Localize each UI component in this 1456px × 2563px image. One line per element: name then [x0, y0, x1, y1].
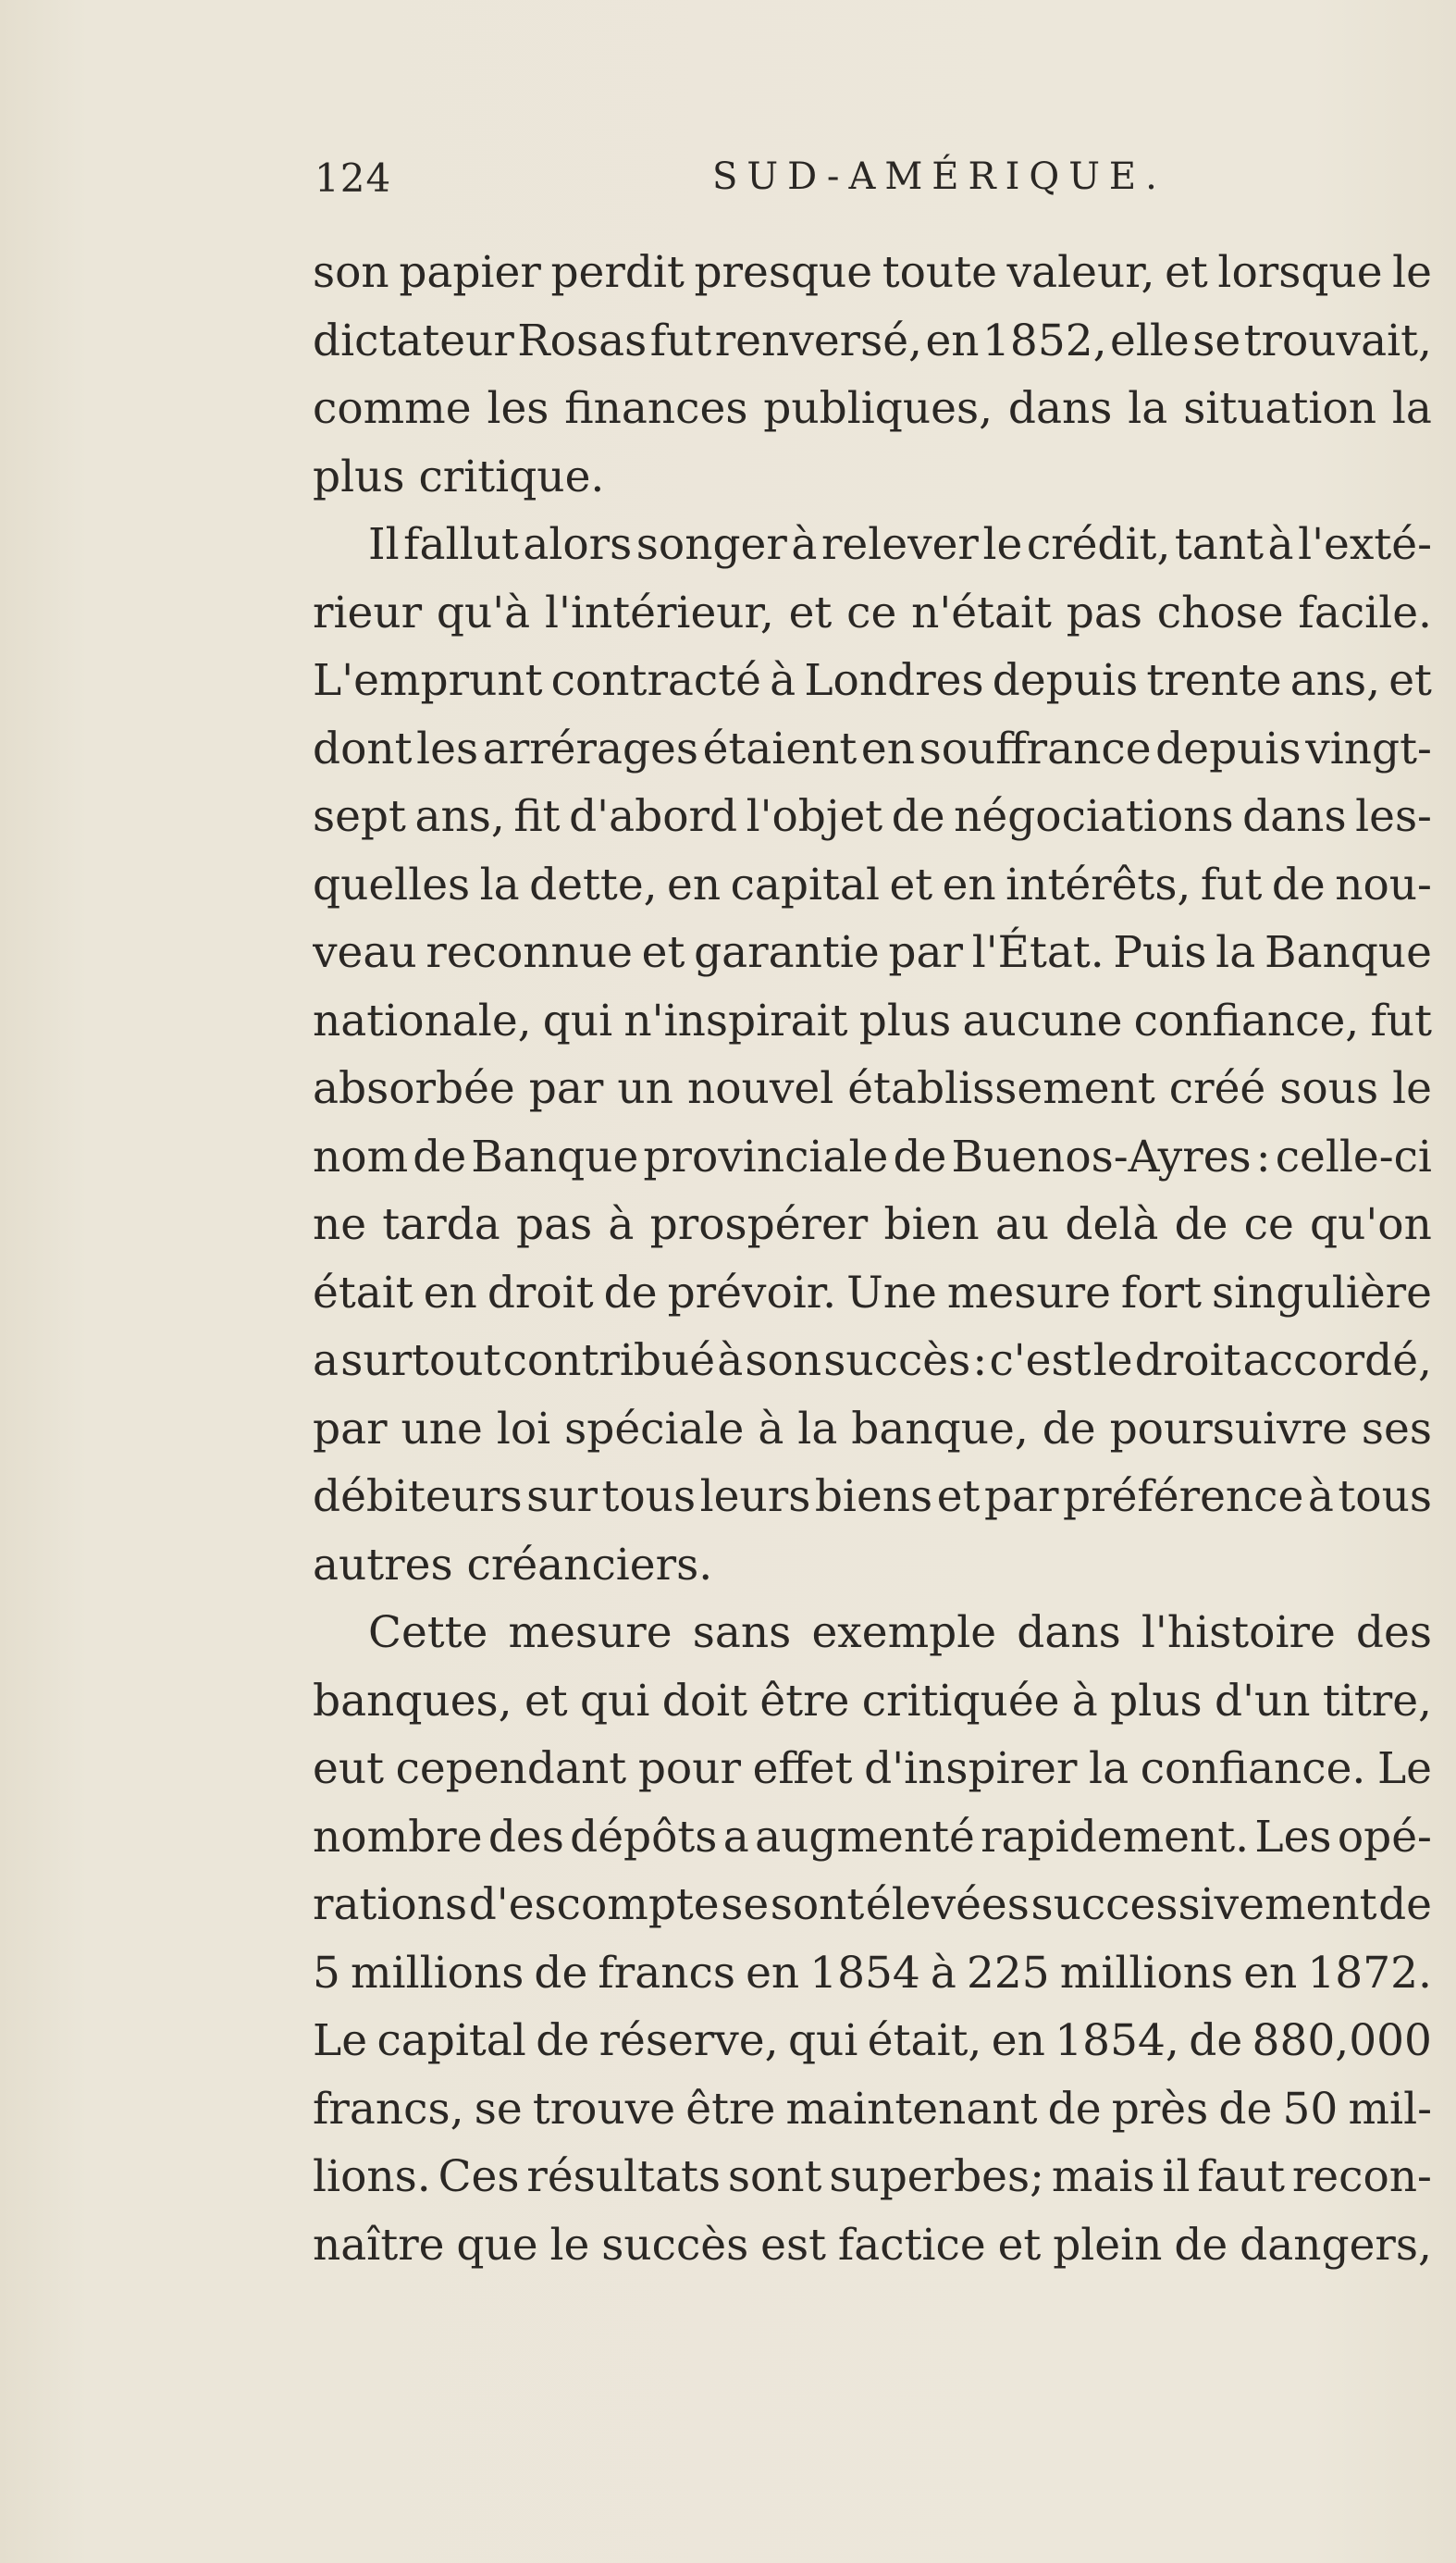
running-title: SUD-AMÉRIQUE. [712, 155, 1166, 198]
text-line: lions. Ces résultats sont superbes; mais il faut recon- [313, 2151, 1432, 2202]
paragraph-3 [313, 1599, 1432, 2279]
text-line: francs, se trouve être maintenant de près de 50 mil- [313, 2083, 1432, 2135]
text-line: a surtout contribué à son succès : c'est le droit accordé, [313, 1335, 1432, 1386]
text-line: nationale, qui n'inspirait plus aucune confiance, fut [313, 995, 1432, 1046]
text-line: L'emprunt contracté à Londres depuis trente ans, et [313, 655, 1432, 706]
text-line: nombre des dépôts a augmenté rapidement. Les opé- [313, 1811, 1432, 1863]
text-line: rieur qu'à l'intérieur, et ce n'était pas chose facile. [313, 587, 1432, 638]
paragraph-2 [313, 511, 1432, 1599]
text-line: ne tarda pas à prospérer bien au delà de ce qu'on [313, 1199, 1432, 1250]
text-line: Cette mesure sans exemple dans l'histoire des [368, 1607, 1432, 1658]
page-header [315, 155, 1429, 207]
text-line: absorbée par un nouvel établissement créé sous le [313, 1063, 1432, 1114]
text-line: quelles la dette, en capital et en intérêts, fut de nou- [313, 859, 1432, 910]
text-line: plus critique. [313, 451, 605, 502]
text-line: dictateur Rosas fut renversé, en 1852, elle se trouvait, [313, 315, 1432, 366]
text-line: sept ans, fit d'abord l'objet de négociations dans les- [313, 791, 1432, 842]
text-line: Le capital de réserve, qui était, en 1854, de 880,000 [313, 2015, 1432, 2066]
page-number: 124 [315, 155, 392, 201]
text-line: naître que le succès est factice et plein de dangers, [313, 2219, 1432, 2271]
text-line: eut cependant pour effet d'inspirer la confiance. Le [313, 1743, 1432, 1794]
text-line: comme les finances publiques, dans la situation la [313, 383, 1432, 434]
text-line: débiteurs sur tous leurs biens et par préférence à tous [313, 1471, 1432, 1522]
text-line: Il fallut alors songer à relever le crédit, tant à l'exté- [368, 519, 1432, 570]
body-text [313, 239, 1432, 2279]
text-line: nom de Banque provinciale de Buenos-Ayres : celle-ci [313, 1131, 1432, 1182]
text-line: dont les arrérages étaient en souffrance depuis vingt- [313, 723, 1432, 774]
paragraph-1 [313, 239, 1432, 511]
text-line: était en droit de prévoir. Une mesure fort singulière [313, 1267, 1432, 1319]
text-line: par une loi spéciale à la banque, de poursuivre ses [313, 1403, 1432, 1455]
text-line: banques, et qui doit être critiquée à plus d'un titre, [313, 1675, 1432, 1727]
text-line: 5 millions de francs en 1854 à 225 millions en 1872. [313, 1947, 1432, 1999]
text-line: son papier perdit presque toute valeur, et lorsque le [313, 247, 1432, 298]
text-line: rations d'escompte se sont élevées successivement de [313, 1879, 1432, 1930]
text-line: veau reconnue et garantie par l'État. Puis la Banque [313, 927, 1432, 978]
text-line: autres créanciers. [313, 1539, 713, 1591]
